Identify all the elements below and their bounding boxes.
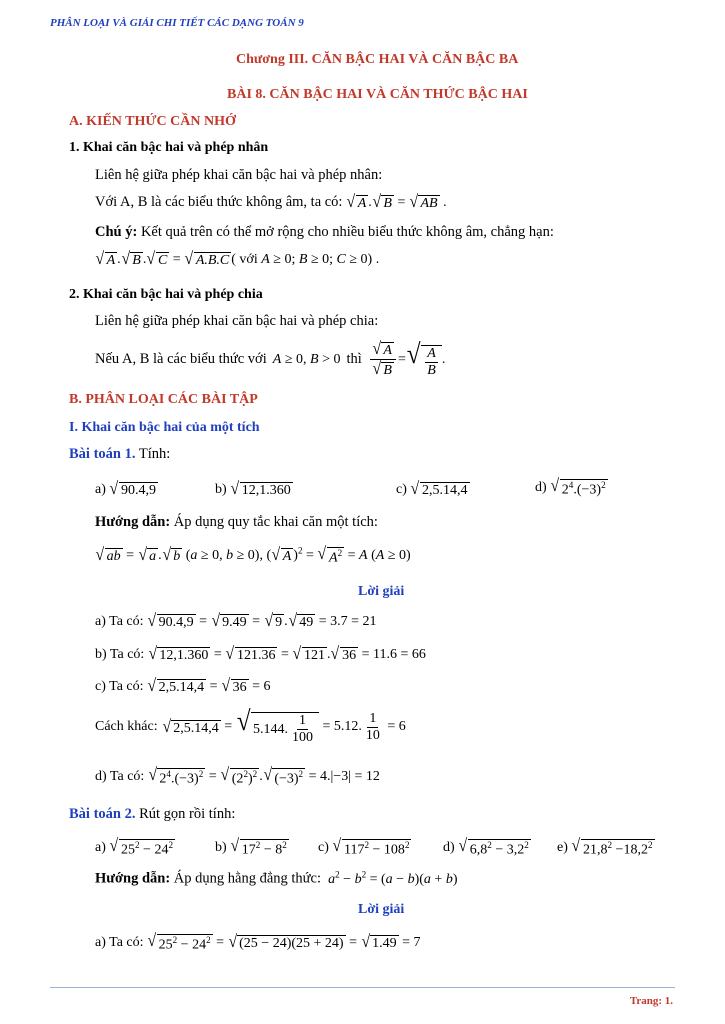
part-1-title: I. Khai căn bậc hai của một tích (69, 420, 260, 435)
p1-item-c: c) √ 2,5.14,4 (396, 478, 468, 498)
sub2-line2-text-a: Nếu A, B là các biểu thức với (95, 351, 267, 368)
p1-item-d: d) √ $2^4.(-3)^2$ (535, 475, 606, 498)
p1-item-a: a) √ 90.4,9 (95, 478, 156, 498)
sub1-line1: Liên hệ giữa phép khai căn bậc hai và phép nhân: (95, 167, 383, 183)
sub1-line2-text: Với A, B là các biểu thức không âm, ta có: (95, 193, 343, 210)
problem-1-hint (95, 514, 378, 531)
difference-of-squares-formula: $a^2 - b^2 = (a - b)(a + b)$ (328, 869, 458, 887)
problem-2-hint-text: Áp dụng hằng đẳng thức: (170, 870, 321, 887)
section-b-title: B. PHÂN LOẠI CÁC BÀI TẬP (69, 392, 258, 407)
product-rule-formula: √ A . √ B = √ AB . (346, 191, 447, 211)
p1-solution-d-label: d) Ta có: (95, 769, 145, 785)
problem-2-hint (95, 869, 457, 888)
footer-divider (50, 987, 675, 988)
hint-label: Hướng dẫn: (95, 514, 171, 530)
running-header: PHÂN LOẠI VÀ GIẢI CHI TIẾT CÁC DẠNG TOÁN 9 (50, 17, 304, 29)
extended-product-formula: √ A . √ B . √ C = √ A.B.C ( với A ≥ 0; B ≥ 0; C ≥ 0) . (95, 248, 380, 268)
p2-item-b: b) √ $17^2 - 8^2$ (215, 835, 287, 858)
p1-solution-a: a) Ta có: √ 90.4,9 = √ 9.49 = √ 9 . √ 49 = 3.7 = 21 (95, 610, 377, 630)
p2-item-e: e) √ $21,8^2 -18,2^2$ (557, 835, 653, 858)
solution-1-title: Lời giải (358, 584, 405, 599)
sub2-line1: Liên hệ giữa phép khai căn bậc hai và phép chia: (95, 313, 379, 329)
quotient-rule-formula: √ A √ B = √ $\frac{A}{B}$ . (368, 340, 446, 379)
problem-1-hint-text: Áp dụng quy tắc khai căn một tích: (170, 514, 378, 530)
p2-item-c: c) √ $117^2 - 108^2$ (318, 835, 410, 858)
section-a-title: A. KIẾN THỨC CẦN NHỚ (69, 114, 236, 129)
p1-solution-c-label: c) Ta có: (95, 678, 144, 694)
p1-solution-c: c) Ta có: √ 2,5.14,4 = √ 36 = 6 (95, 675, 271, 695)
p1-solution-b: b) Ta có: √ 12,1.360 = √ 121.36 = √ 121 . √ 36 = 11.6 = 66 (95, 643, 426, 663)
problem-1-text: Tính: (135, 446, 171, 462)
p2-item-d: d) √ $6,8^2 - 3,2^2$ (443, 835, 529, 858)
problem-2-line (69, 806, 235, 823)
p1-solution-b-label: b) Ta có: (95, 646, 145, 662)
p1-solution-d: d) Ta có: √ $2^4.(-3)^2$ = √ $(2^2)^2$ . √ $(-3)^2$ = 4.|−3| = 12 (95, 764, 380, 787)
lesson-title: BÀI 8. CĂN BẬC HAI VÀ CĂN THỨC BẬC HAI (227, 87, 528, 102)
problem-1-label: Bài toán 1. (69, 446, 136, 462)
chapter-title: Chương III. CĂN BẬC HAI VÀ CĂN BẬC BA (236, 52, 519, 67)
solution-2-title: Lời giải (358, 902, 405, 917)
note-line (95, 224, 554, 241)
problem-1-line (69, 446, 170, 463)
p1-solution-a-label: a) Ta có: (95, 613, 144, 629)
p1-solution-alt: Cách khác: √ 2,5.14,4 = √ 5.144. $\frac{1}{100}$ = 5.12. $\frac{1}{10}$ = 6 (95, 706, 406, 746)
page-number: Trang: 1. (629, 995, 673, 1007)
p1-item-b: b) √ 12,1.360 (215, 478, 291, 498)
product-rule-formula-2: √ ab = √ a . √ b (a ≥ 0, b ≥ 0), ( √ A )$^2$ = √ $A^2$ = A (A ≥ 0) (95, 543, 411, 566)
hint-label-2: Hướng dẫn: (95, 870, 171, 887)
p2-solution-a-label: a) Ta có: (95, 935, 144, 951)
p2-item-a: a) √ $25^2 - 24^2$ (95, 835, 173, 858)
problem-2-label: Bài toán 2. (69, 806, 136, 822)
sub1-line2 (95, 193, 447, 212)
subsection-1-title: 1. Khai căn bậc hai và phép nhân (69, 140, 269, 155)
p1-alt-label: Cách khác: (95, 719, 158, 735)
problem-2-text: Rút gọn rồi tính: (135, 806, 236, 822)
subsection-2-title: 2. Khai căn bậc hai và phép chia (69, 287, 263, 302)
note-text: Kết quả trên có thể mở rộng cho nhiều biểu thức không âm, chẳng hạn: (137, 224, 554, 240)
sub2-line2-text-b: thì (346, 351, 362, 368)
note-label: Chú ý: (95, 224, 138, 240)
sub2-line2: Nếu A, B là các biểu thức với A ≥ 0, B > 0 thì √ A √ B = √ $\frac{A}{B}$ . (95, 338, 446, 379)
p2-solution-a: a) Ta có: √ $25^2 - 24^2$ = √ (25 − 24)(25 + 24) = √ 1.49 = 7 (95, 930, 421, 953)
